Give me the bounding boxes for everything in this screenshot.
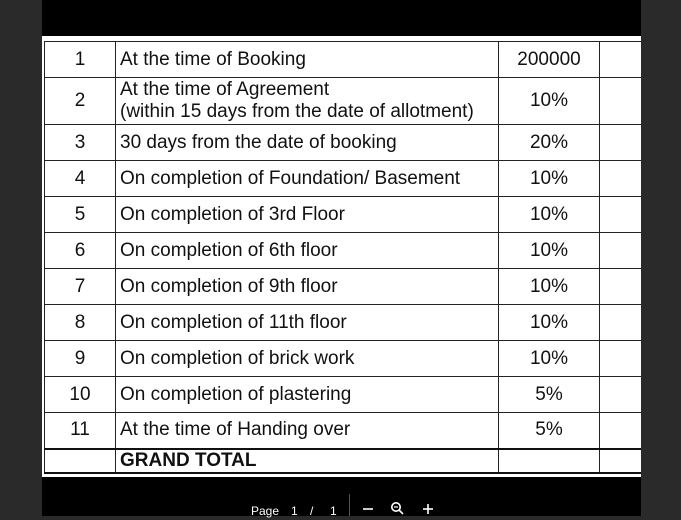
row-extra-cell — [600, 161, 642, 197]
description-line: On completion of plastering — [120, 383, 352, 405]
row-value: 10% — [499, 197, 600, 233]
row-description — [116, 197, 499, 233]
row-number: 2 — [45, 78, 116, 125]
row-number: 3 — [45, 125, 116, 161]
table-row — [45, 125, 642, 161]
row-extra-cell — [600, 42, 642, 78]
row-extra-cell — [600, 233, 642, 269]
row-description — [116, 341, 499, 377]
description-line: At the time of Handing over — [120, 419, 351, 441]
table-row — [45, 341, 642, 377]
table-row — [45, 413, 642, 449]
current-page-input[interactable]: 1 — [291, 504, 298, 518]
table-row — [45, 233, 642, 269]
row-number: 11 — [45, 413, 116, 449]
row-extra-cell — [600, 413, 642, 449]
row-extra-cell — [600, 341, 642, 377]
grand-total-extra-cell — [600, 449, 642, 473]
row-extra-cell — [600, 377, 642, 413]
description-line: On completion of 3rd Floor — [120, 203, 345, 225]
row-number: 5 — [45, 197, 116, 233]
row-description — [116, 78, 499, 125]
row-number: 1 — [45, 42, 116, 78]
row-description — [116, 413, 499, 449]
row-extra-cell — [600, 125, 642, 161]
row-number: 9 — [45, 341, 116, 377]
description-line: On completion of brick work — [120, 347, 355, 369]
page-separator: / — [310, 504, 314, 518]
row-description — [116, 233, 499, 269]
description-line: 30 days from the date of booking — [120, 131, 397, 153]
description-line: At the time of Booking — [120, 48, 306, 70]
row-value: 200000 — [499, 42, 600, 78]
row-description — [116, 269, 499, 305]
row-value: 10% — [499, 305, 600, 341]
row-extra-cell — [600, 269, 642, 305]
table-row — [45, 377, 642, 413]
row-value: 5% — [499, 377, 600, 413]
row-value: 10% — [499, 78, 600, 125]
page-label: Page — [251, 504, 280, 518]
grand-total-value — [499, 449, 600, 473]
row-description — [116, 125, 499, 161]
toolbar-divider — [349, 494, 350, 516]
document-page — [42, 36, 641, 477]
total-pages: 1 — [330, 504, 337, 518]
zoom-in-icon[interactable] — [422, 500, 434, 520]
payment-schedule-table — [44, 41, 641, 474]
row-value: 10% — [499, 269, 600, 305]
description-line: At the time of Agreement — [120, 79, 330, 100]
row-extra-cell — [600, 305, 642, 341]
row-description — [116, 161, 499, 197]
grand-total-row — [45, 449, 642, 473]
row-value: 20% — [499, 125, 600, 161]
table-row — [45, 78, 642, 125]
row-extra-cell — [600, 197, 642, 233]
row-number: 4 — [45, 161, 116, 197]
row-description — [116, 305, 499, 341]
row-value: 10% — [499, 233, 600, 269]
table-row — [45, 305, 642, 341]
description-line: On completion of 9th floor — [120, 275, 338, 297]
row-number: 7 — [45, 269, 116, 305]
description-line: On completion of 11th floor — [120, 311, 347, 333]
magnifier-icon[interactable] — [390, 500, 404, 520]
table-row — [45, 42, 642, 78]
row-number: 8 — [45, 305, 116, 341]
table-row — [45, 161, 642, 197]
description-line: On completion of Foundation/ Basement — [120, 167, 461, 189]
row-value: 5% — [499, 413, 600, 449]
row-value: 10% — [499, 341, 600, 377]
row-number: 6 — [45, 233, 116, 269]
row-extra-cell — [600, 78, 642, 125]
description-line-secondary: (within 15 days from the date of allotment) — [120, 101, 474, 122]
zoom-out-icon[interactable] — [362, 500, 374, 520]
row-description — [116, 377, 499, 413]
grand-total-empty-cell — [45, 449, 116, 473]
description-line: On completion of 6th floor — [120, 239, 338, 261]
row-description — [116, 42, 499, 78]
row-number: 10 — [45, 377, 116, 413]
table-row — [45, 269, 642, 305]
grand-total-label: GRAND TOTAL — [116, 449, 499, 473]
row-value: 10% — [499, 161, 600, 197]
table-row — [45, 197, 642, 233]
pdf-toolbar — [42, 492, 641, 516]
